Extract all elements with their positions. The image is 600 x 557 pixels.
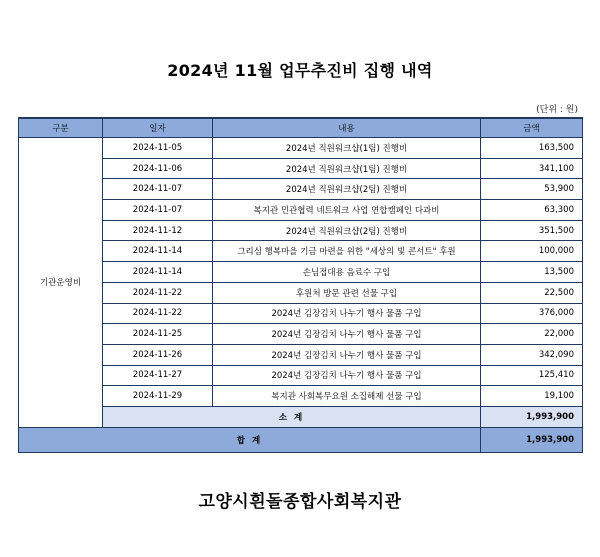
amount-cell: 163,500 (481, 138, 583, 159)
table-header-row (19, 118, 583, 138)
table-row (19, 220, 583, 241)
amount-cell: 125,410 (481, 365, 583, 386)
content-cell: 복지관 민관협력 네트워크 사업 연합캠페인 다과비 (213, 200, 481, 221)
table-row (19, 365, 583, 386)
table-row (19, 282, 583, 303)
date-cell: 2024-11-14 (103, 241, 213, 262)
amount-cell: 22,500 (481, 282, 583, 303)
header-date: 일자 (103, 118, 213, 138)
date-cell: 2024-11-27 (103, 365, 213, 386)
category-cell: 기관운영비 (19, 138, 103, 428)
table-row (19, 179, 583, 200)
organization-name: 고양시흰돌종합사회복지관 (198, 492, 402, 512)
page-title: 2024년 11월 업무추진비 집행 내역 (167, 61, 433, 80)
expense-table (18, 117, 583, 453)
amount-cell: 22,000 (481, 324, 583, 345)
date-cell: 2024-11-06 (103, 158, 213, 179)
content-cell: 2024년 직원워크샵(2팀) 진행비 (213, 220, 481, 241)
amount-cell: 53,900 (481, 179, 583, 200)
amount-cell: 376,000 (481, 303, 583, 324)
content-cell: 2024년 김장김치 나누기 행사 물품 구입 (213, 324, 481, 345)
date-cell: 2024-11-25 (103, 324, 213, 345)
table-row (19, 262, 583, 283)
date-cell: 2024-11-22 (103, 303, 213, 324)
table-row (19, 158, 583, 179)
date-cell: 2024-11-26 (103, 344, 213, 365)
content-cell: 후원처 방문 관련 선물 구입 (213, 282, 481, 303)
content-cell: 2024년 직원워크샵(1팀) 진행비 (213, 158, 481, 179)
subtotal-amount: 1,993,900 (481, 406, 583, 427)
content-cell: 2024년 김장김치 나누기 행사 물품 구입 (213, 365, 481, 386)
amount-cell: 342,090 (481, 344, 583, 365)
amount-cell: 341,100 (481, 158, 583, 179)
date-cell: 2024-11-07 (103, 200, 213, 221)
total-label: 합 계 (19, 427, 481, 452)
date-cell: 2024-11-22 (103, 282, 213, 303)
date-cell: 2024-11-29 (103, 386, 213, 407)
subtotal-label: 소 계 (103, 406, 481, 427)
amount-cell: 351,500 (481, 220, 583, 241)
total-row (19, 427, 583, 452)
date-cell: 2024-11-14 (103, 262, 213, 283)
table-row (19, 241, 583, 262)
subtotal-row (19, 406, 583, 427)
table-row (19, 138, 583, 159)
table-body (19, 138, 583, 453)
content-cell: 그리심 행복마을 기금 마련을 위한 "세상의 빛 콘서트" 후원 (213, 241, 481, 262)
amount-cell: 63,300 (481, 200, 583, 221)
table-row (19, 324, 583, 345)
content-cell: 2024년 김장김치 나누기 행사 물품 구입 (213, 344, 481, 365)
date-cell: 2024-11-05 (103, 138, 213, 159)
unit-note: (단위 : 원) (536, 105, 578, 115)
content-cell: 복지관 사회복무요원 소집해제 선물 구입 (213, 386, 481, 407)
date-cell: 2024-11-12 (103, 220, 213, 241)
header-amount: 금액 (481, 118, 583, 138)
table-row (19, 386, 583, 407)
total-amount: 1,993,900 (481, 427, 583, 452)
header-category: 구분 (19, 118, 103, 138)
date-cell: 2024-11-07 (103, 179, 213, 200)
table-row (19, 200, 583, 221)
amount-cell: 100,000 (481, 241, 583, 262)
amount-cell: 13,500 (481, 262, 583, 283)
content-cell: 손님접대용 음료수 구입 (213, 262, 481, 283)
table-row (19, 303, 583, 324)
amount-cell: 19,100 (481, 386, 583, 407)
content-cell: 2024년 직원워크샵(2팀) 진행비 (213, 179, 481, 200)
content-cell: 2024년 직원워크샵(1팀) 진행비 (213, 138, 481, 159)
table-row (19, 344, 583, 365)
header-content: 내용 (213, 118, 481, 138)
content-cell: 2024년 김장김치 나누기 행사 물품 구입 (213, 303, 481, 324)
